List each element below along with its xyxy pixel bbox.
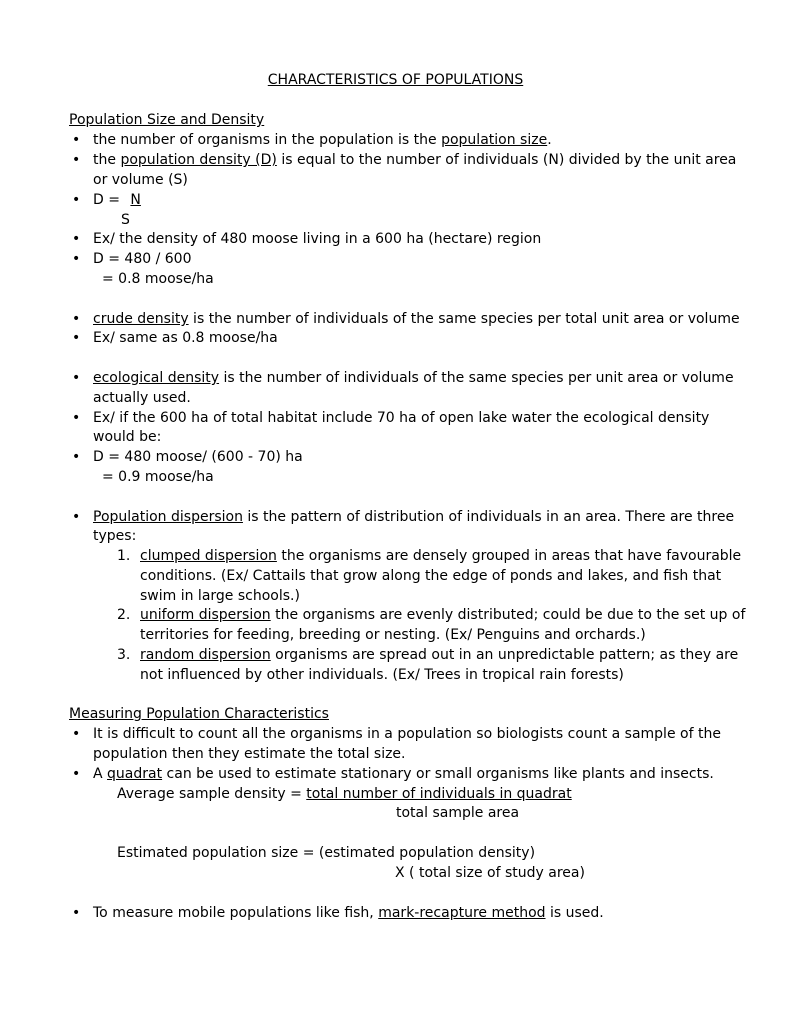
bullet-text: It is difficult to count all the organisms in a population so biologists count a sample of the bbox=[93, 726, 721, 742]
bullet-text-cont: types: bbox=[93, 528, 137, 544]
bullet-text: the population density (D) is equal to the number of individuals (N) divided by the unit area bbox=[93, 152, 737, 168]
bullet: • bbox=[72, 311, 81, 327]
page-title: CHARACTERISTICS OF POPULATIONS bbox=[267, 72, 524, 88]
formula-denominator: S bbox=[121, 212, 130, 228]
formula-denominator: total sample area bbox=[396, 805, 520, 821]
bullet-text-cont: = 0.9 moose/ha bbox=[102, 469, 214, 485]
bullet-text-cont: population then they estimate the total size. bbox=[93, 746, 406, 762]
bullet-text: D = 480 / 600 bbox=[93, 251, 192, 267]
formula-average-density: Average sample density = total number of individuals in quadrat bbox=[117, 786, 572, 802]
bullet: • bbox=[72, 766, 81, 782]
list-item-cont: not influenced by other individuals. (Ex/ Trees in tropical rain forests) bbox=[140, 667, 624, 683]
bullet-text-cont: actually used. bbox=[93, 390, 191, 406]
bullet-text: D = 480 moose/ (600 - 70) ha bbox=[93, 449, 303, 465]
list-number: 3. bbox=[117, 647, 131, 663]
section-heading-size-density: Population Size and Density bbox=[69, 112, 265, 128]
bullet-text: To measure mobile populations like fish, mark-recapture method is used. bbox=[93, 905, 604, 921]
formula-estimated-size-cont: X ( total size of study area) bbox=[395, 865, 585, 881]
bullet: • bbox=[72, 410, 81, 426]
list-item-cont: swim in large schools.) bbox=[140, 588, 300, 604]
bullet: • bbox=[72, 449, 81, 465]
bullet-text: Ex/ if the 600 ha of total habitat include 70 ha of open lake water the ecological density bbox=[93, 410, 710, 426]
bullet: • bbox=[72, 251, 81, 267]
list-item-cont: territories for feeding, breeding or nesting. (Ex/ Penguins and orchards.) bbox=[140, 627, 646, 643]
bullet: • bbox=[72, 905, 81, 921]
bullet-text: Population dispersion is the pattern of distribution of individuals in an area. There are three bbox=[93, 509, 735, 525]
bullet: • bbox=[72, 192, 81, 208]
formula-density: D = N bbox=[93, 192, 141, 208]
bullet: • bbox=[72, 132, 81, 148]
bullet-text: Ex/ same as 0.8 moose/ha bbox=[93, 330, 278, 346]
bullet-text: Ex/ the density of 480 moose living in a 600 ha (hectare) region bbox=[93, 231, 542, 247]
list-item: clumped dispersion the organisms are densely grouped in areas that have favourable bbox=[140, 548, 742, 564]
list-item: random dispersion organisms are spread out in an unpredictable pattern; as they are bbox=[140, 647, 739, 663]
bullet: • bbox=[72, 726, 81, 742]
bullet-text: A quadrat can be used to estimate stationary or small organisms like plants and insects. bbox=[93, 766, 714, 782]
list-number: 2. bbox=[117, 607, 131, 623]
bullet: • bbox=[72, 231, 81, 247]
bullet: • bbox=[72, 370, 81, 386]
bullet-text-cont: would be: bbox=[93, 429, 162, 445]
formula-estimated-size: Estimated population size = (estimated population density) bbox=[117, 845, 536, 861]
bullet: • bbox=[72, 330, 81, 346]
section-heading-measuring: Measuring Population Characteristics bbox=[69, 706, 329, 722]
bullet: • bbox=[72, 152, 81, 168]
bullet: • bbox=[72, 509, 81, 525]
list-item: uniform dispersion the organisms are evenly distributed; could be due to the set up of bbox=[140, 607, 746, 623]
bullet-text-cont: = 0.8 moose/ha bbox=[102, 271, 214, 287]
list-number: 1. bbox=[117, 548, 131, 564]
bullet-text: the number of organisms in the population is the population size. bbox=[93, 132, 552, 148]
bullet-text-cont: or volume (S) bbox=[93, 172, 188, 188]
bullet-text: ecological density is the number of individuals of the same species per unit area or volume bbox=[93, 370, 734, 386]
list-item-cont: conditions. (Ex/ Cattails that grow along the edge of ponds and lakes, and fish that bbox=[140, 568, 722, 584]
bullet-text: crude density is the number of individuals of the same species per total unit area or volume bbox=[93, 311, 740, 327]
